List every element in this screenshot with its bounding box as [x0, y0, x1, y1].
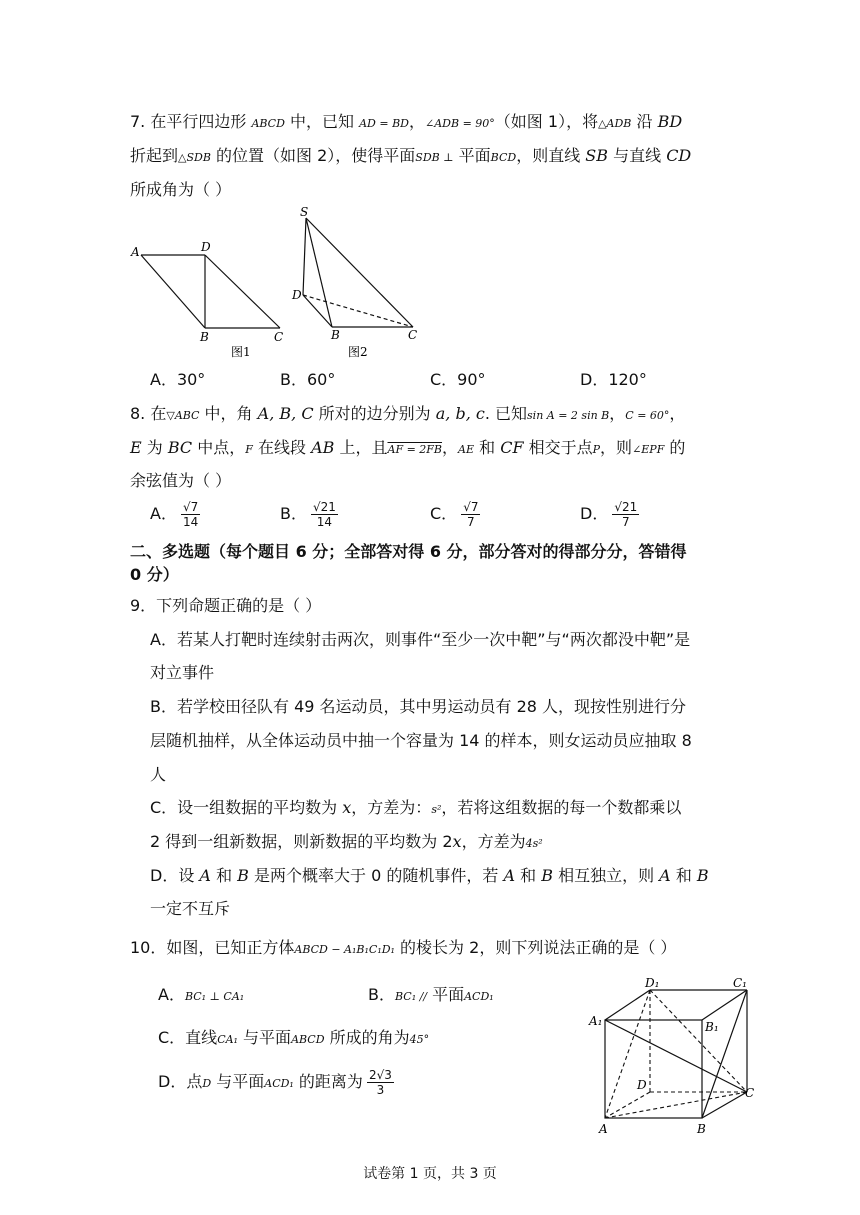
q8-option-d: D． $\frac{√21}{7}$: [580, 500, 638, 529]
page-footer: 试卷第 1 页，共 3 页: [363, 1166, 497, 1182]
q9-option-b-line2: 层随机抽样，从全体运动员中抽一个容量为 14 的样本，则女运动员应抽取 8: [150, 731, 692, 750]
cube-label-d: D: [637, 1078, 647, 1092]
fig1-caption: 图1: [231, 345, 251, 359]
q9-option-b-line1: B．若学校田径队有 49 名运动员，其中男运动员有 28 人，现按性别进行分: [150, 697, 687, 716]
fig1-label-b: B: [200, 330, 209, 344]
q7-option-c: C．90°: [430, 370, 486, 389]
q8-option-a: A． $\frac{√7}{14}$: [150, 500, 199, 529]
q10-option-d: D．点D 与平面ACD₁ 的距离为 $\frac{2√3}{3}$: [158, 1068, 392, 1097]
section2-heading-line2: 0 分）: [130, 565, 179, 584]
q9-option-d-line1: D．设 A 和 B 是两个概率大于 0 的随机事件，若 A 和 B 相互独立，则 A 和 B: [150, 866, 709, 885]
q10-stem: 10．如图，已知正方体ABCD − A₁B₁C₁D₁ 的棱长为 2，则下列说法正确的是（ ）: [130, 938, 677, 957]
q9-option-c-line1: C．设一组数据的平均数为 x，方差为：s²，若将这组数据的每一个数都乘以: [150, 798, 682, 817]
q7-line1: 7. 在平行四边形 ABCD 中，已知 AD = BD，∠ADB = 90°（如图 1），将△ADB 沿 BD: [130, 112, 683, 131]
fig2-label-s: S: [300, 205, 309, 219]
q10-cube-figure: [585, 975, 765, 1140]
cube-label-a1: A₁: [589, 1014, 603, 1028]
q8-option-c: C． $\frac{√7}{7}$: [430, 500, 479, 529]
fig2-caption: 图2: [348, 345, 368, 359]
q9-option-a-line1: A．若某人打靶时连续射击两次，则事件“至少一次中靶”与“两次都没中靶”是: [150, 630, 691, 649]
cube-label-c1: C₁: [733, 976, 747, 990]
q8-option-b: B． $\frac{√21}{14}$: [280, 500, 336, 529]
q9-option-b-line3: 人: [150, 765, 167, 784]
cube-label-a: A: [599, 1122, 608, 1136]
q7-figure2: [303, 218, 413, 327]
fig2-label-b: B: [331, 328, 340, 342]
q7-option-d: D．120°: [580, 370, 647, 389]
q10-option-c: C．直线CA₁ 与平面ABCD 所成的角为45°: [158, 1028, 430, 1047]
q7-figures: [125, 205, 435, 360]
fig1-label-c: C: [274, 330, 284, 344]
fig1-label-d: D: [201, 240, 211, 254]
cube-label-b: B: [697, 1122, 706, 1136]
q7-option-a: A．30°: [150, 370, 206, 389]
q9-option-d-line2: 一定不互斥: [150, 899, 231, 918]
q7-figure1: [141, 255, 280, 328]
q8-line2: E 为 BC 中点，F 在线段 AB 上，且AF = 2FB，AE 和 CF 相交于点P，则∠EPF 的: [130, 438, 686, 457]
q9-stem: 9．下列命题正确的是（ ）: [130, 596, 322, 615]
fig1-label-a: A: [131, 245, 140, 259]
q7-option-b: B．60°: [280, 370, 336, 389]
cube-label-c: C: [745, 1086, 755, 1100]
cube-label-b1: B₁: [705, 1020, 719, 1034]
q8-line1: 8. 在▽ABC 中，角 A, B, C 所对的边分别为 a, b, c. 已知sin A = 2 sin B，C = 60°，: [130, 404, 686, 423]
q9-option-c-line2: 2 得到一组新数据，则新数据的平均数为 2x，方差为4s²: [150, 832, 543, 851]
q7-line2: 折起到△SDB 的位置（如图 2），使得平面SDB ⊥ 平面BCD，则直线 SB 与直线 CD: [130, 146, 692, 165]
q10-option-b: B．BC₁ // 平面ACD₁: [368, 985, 494, 1004]
q8-line3: 余弦值为（ ）: [130, 471, 232, 490]
section2-heading-line1: 二、多选题（每个题目 6 分；全部答对得 6 分，部分答对的得部分分，答错得: [130, 542, 687, 561]
cube-label-d1: D₁: [645, 976, 660, 990]
fig2-label-c: C: [408, 328, 418, 342]
q7-line3: 所成角为（ ）: [130, 180, 232, 199]
q9-option-a-line2: 对立事件: [150, 663, 215, 682]
fig2-label-d: D: [292, 288, 302, 302]
q10-option-a: A．BC₁ ⊥ CA₁: [158, 985, 245, 1004]
